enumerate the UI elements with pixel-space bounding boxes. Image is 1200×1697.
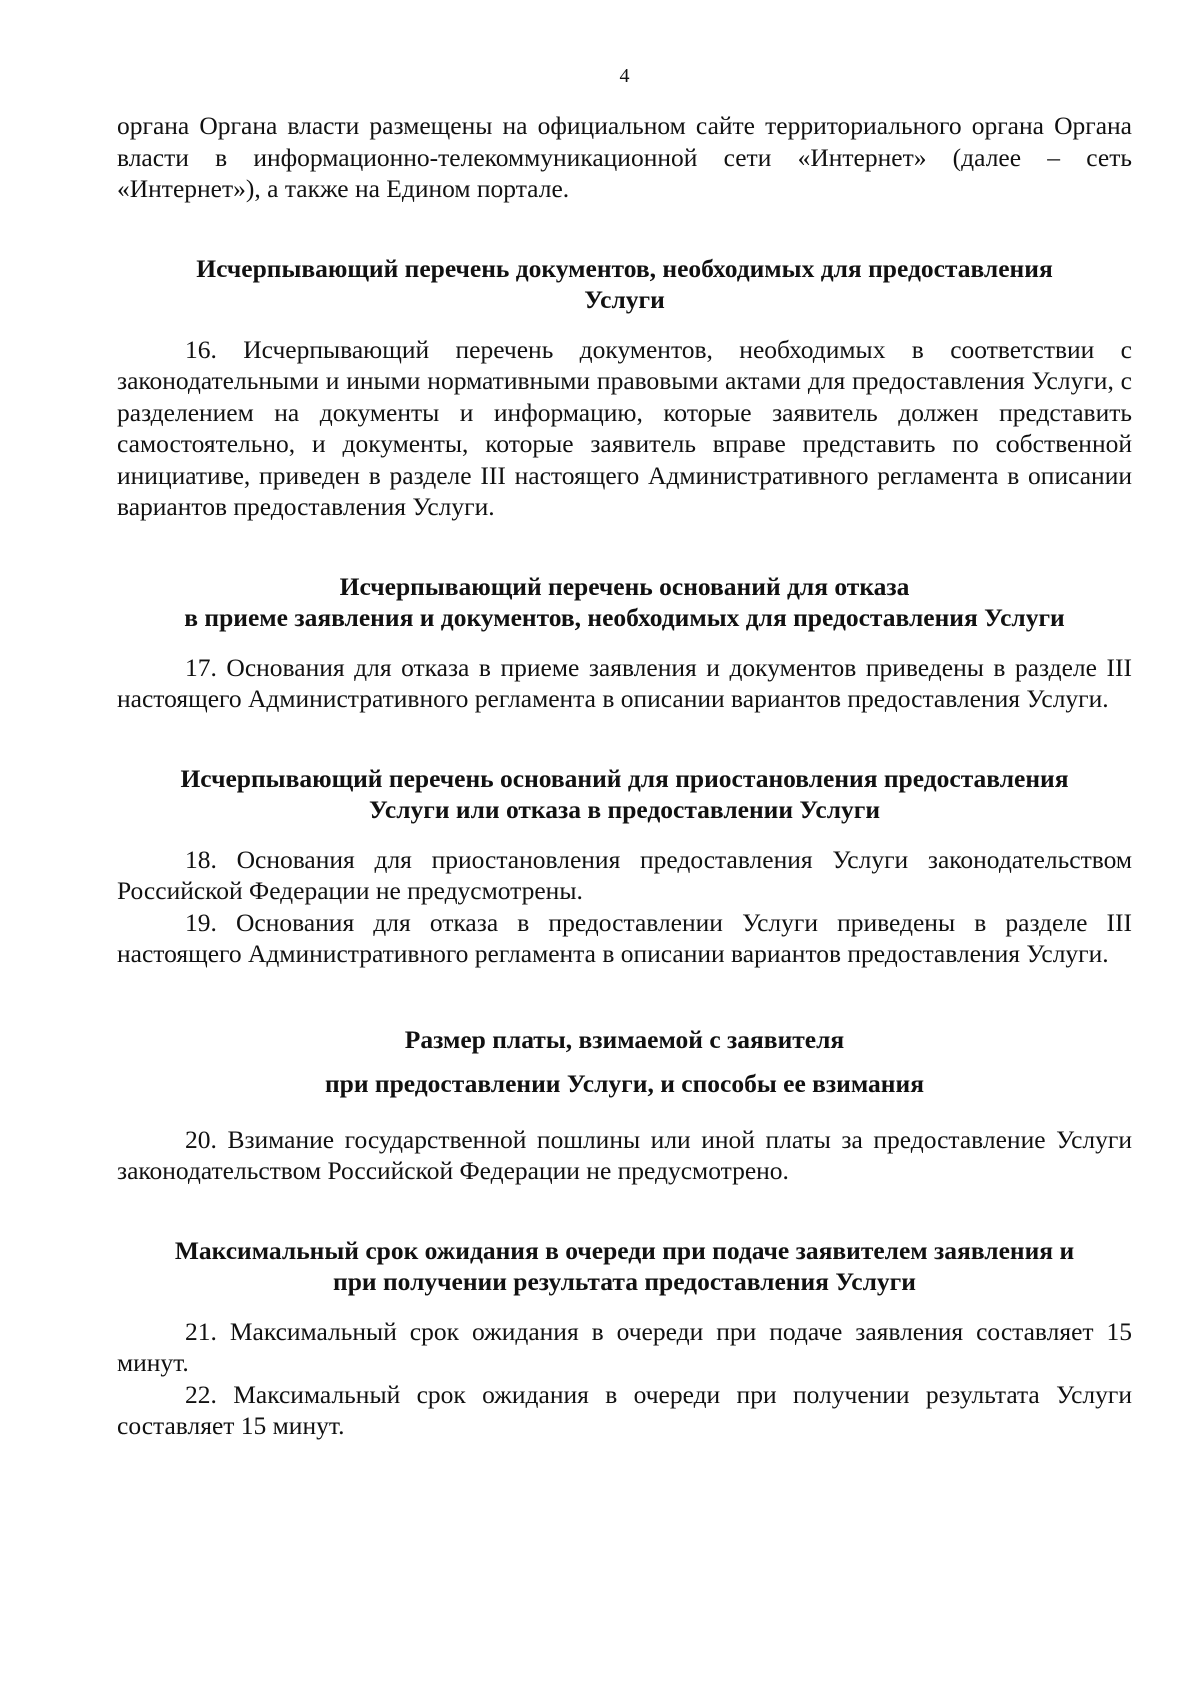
heading-line: Услуги или отказа в предоставлении Услуги bbox=[368, 795, 881, 824]
section-heading-fee bbox=[117, 1018, 1132, 1106]
section-heading-queue-time bbox=[117, 1235, 1132, 1298]
paragraph-18: 18. Основания для приостановления предоставления Услуги законодательством Российской Федерации не предусмотрены. bbox=[117, 844, 1132, 905]
heading-line: Исчерпывающий перечень оснований для отказа bbox=[339, 571, 910, 601]
heading-line: при предоставлении Услуги, и способы ее взимания bbox=[324, 1068, 924, 1098]
section-heading-documents bbox=[117, 253, 1132, 316]
paragraph-17: 17. Основания для отказа в приеме заявления и документов приведены в разделе III настоящего Административного регламента в описании вариантов предоставления Услуги. bbox=[117, 652, 1132, 713]
heading-line: Исчерпывающий перечень документов, необходимых для предоставления bbox=[196, 253, 1053, 283]
paragraph-20: 20. Взимание государственной пошлины или иной платы за предоставление Услуги законодательством Российской Федерации не предусмотрено. bbox=[117, 1124, 1132, 1185]
paragraph-16: 16. Исчерпывающий перечень документов, необходимых в соответствии с законодательными и иными нормативными правовыми актами для предоставления Услуги, с разделением на документы и информацию, которые заявитель должен представить самостоятельно, и документы, которые заявитель вправе представить по собственной инициативе, приведен в разделе III настоящего Административного регламента в описании вариантов предоставления Услуги. bbox=[117, 334, 1132, 521]
heading-line: Услуги bbox=[584, 285, 665, 314]
heading-line: Исчерпывающий перечень оснований для приостановления предоставления bbox=[180, 763, 1069, 793]
heading-line: при получении результата предоставления Услуги bbox=[333, 1267, 916, 1296]
intro-paragraph: органа Органа власти размещены на официальном сайте территориального органа Органа власти в информационно-телекоммуникационной сети «Интернет» (далее – сеть «Интернет»), а также на Едином портале. bbox=[117, 111, 1132, 203]
heading-line: Размер платы, взимаемой с заявителя bbox=[404, 1024, 845, 1054]
page-number: 4 bbox=[619, 65, 630, 87]
paragraph-19: 19. Основания для отказа в предоставлении Услуги приведены в разделе III настоящего Административного регламента в описании вариантов предоставления Услуги. bbox=[117, 907, 1132, 968]
heading-line: в приеме заявления и документов, необходимых для предоставления Услуги bbox=[184, 603, 1065, 632]
section-heading-refusal-acceptance bbox=[117, 571, 1132, 634]
paragraph-22: 22. Максимальный срок ожидания в очереди при получении результата Услуги составляет 15 минут. bbox=[117, 1379, 1132, 1440]
document-page bbox=[117, 64, 1132, 1442]
heading-line: Максимальный срок ожидания в очереди при подаче заявителем заявления и bbox=[174, 1235, 1075, 1265]
section-heading-suspension bbox=[117, 763, 1132, 826]
paragraph-21: 21. Максимальный срок ожидания в очереди при подаче заявления составляет 15 минут. bbox=[117, 1316, 1132, 1377]
